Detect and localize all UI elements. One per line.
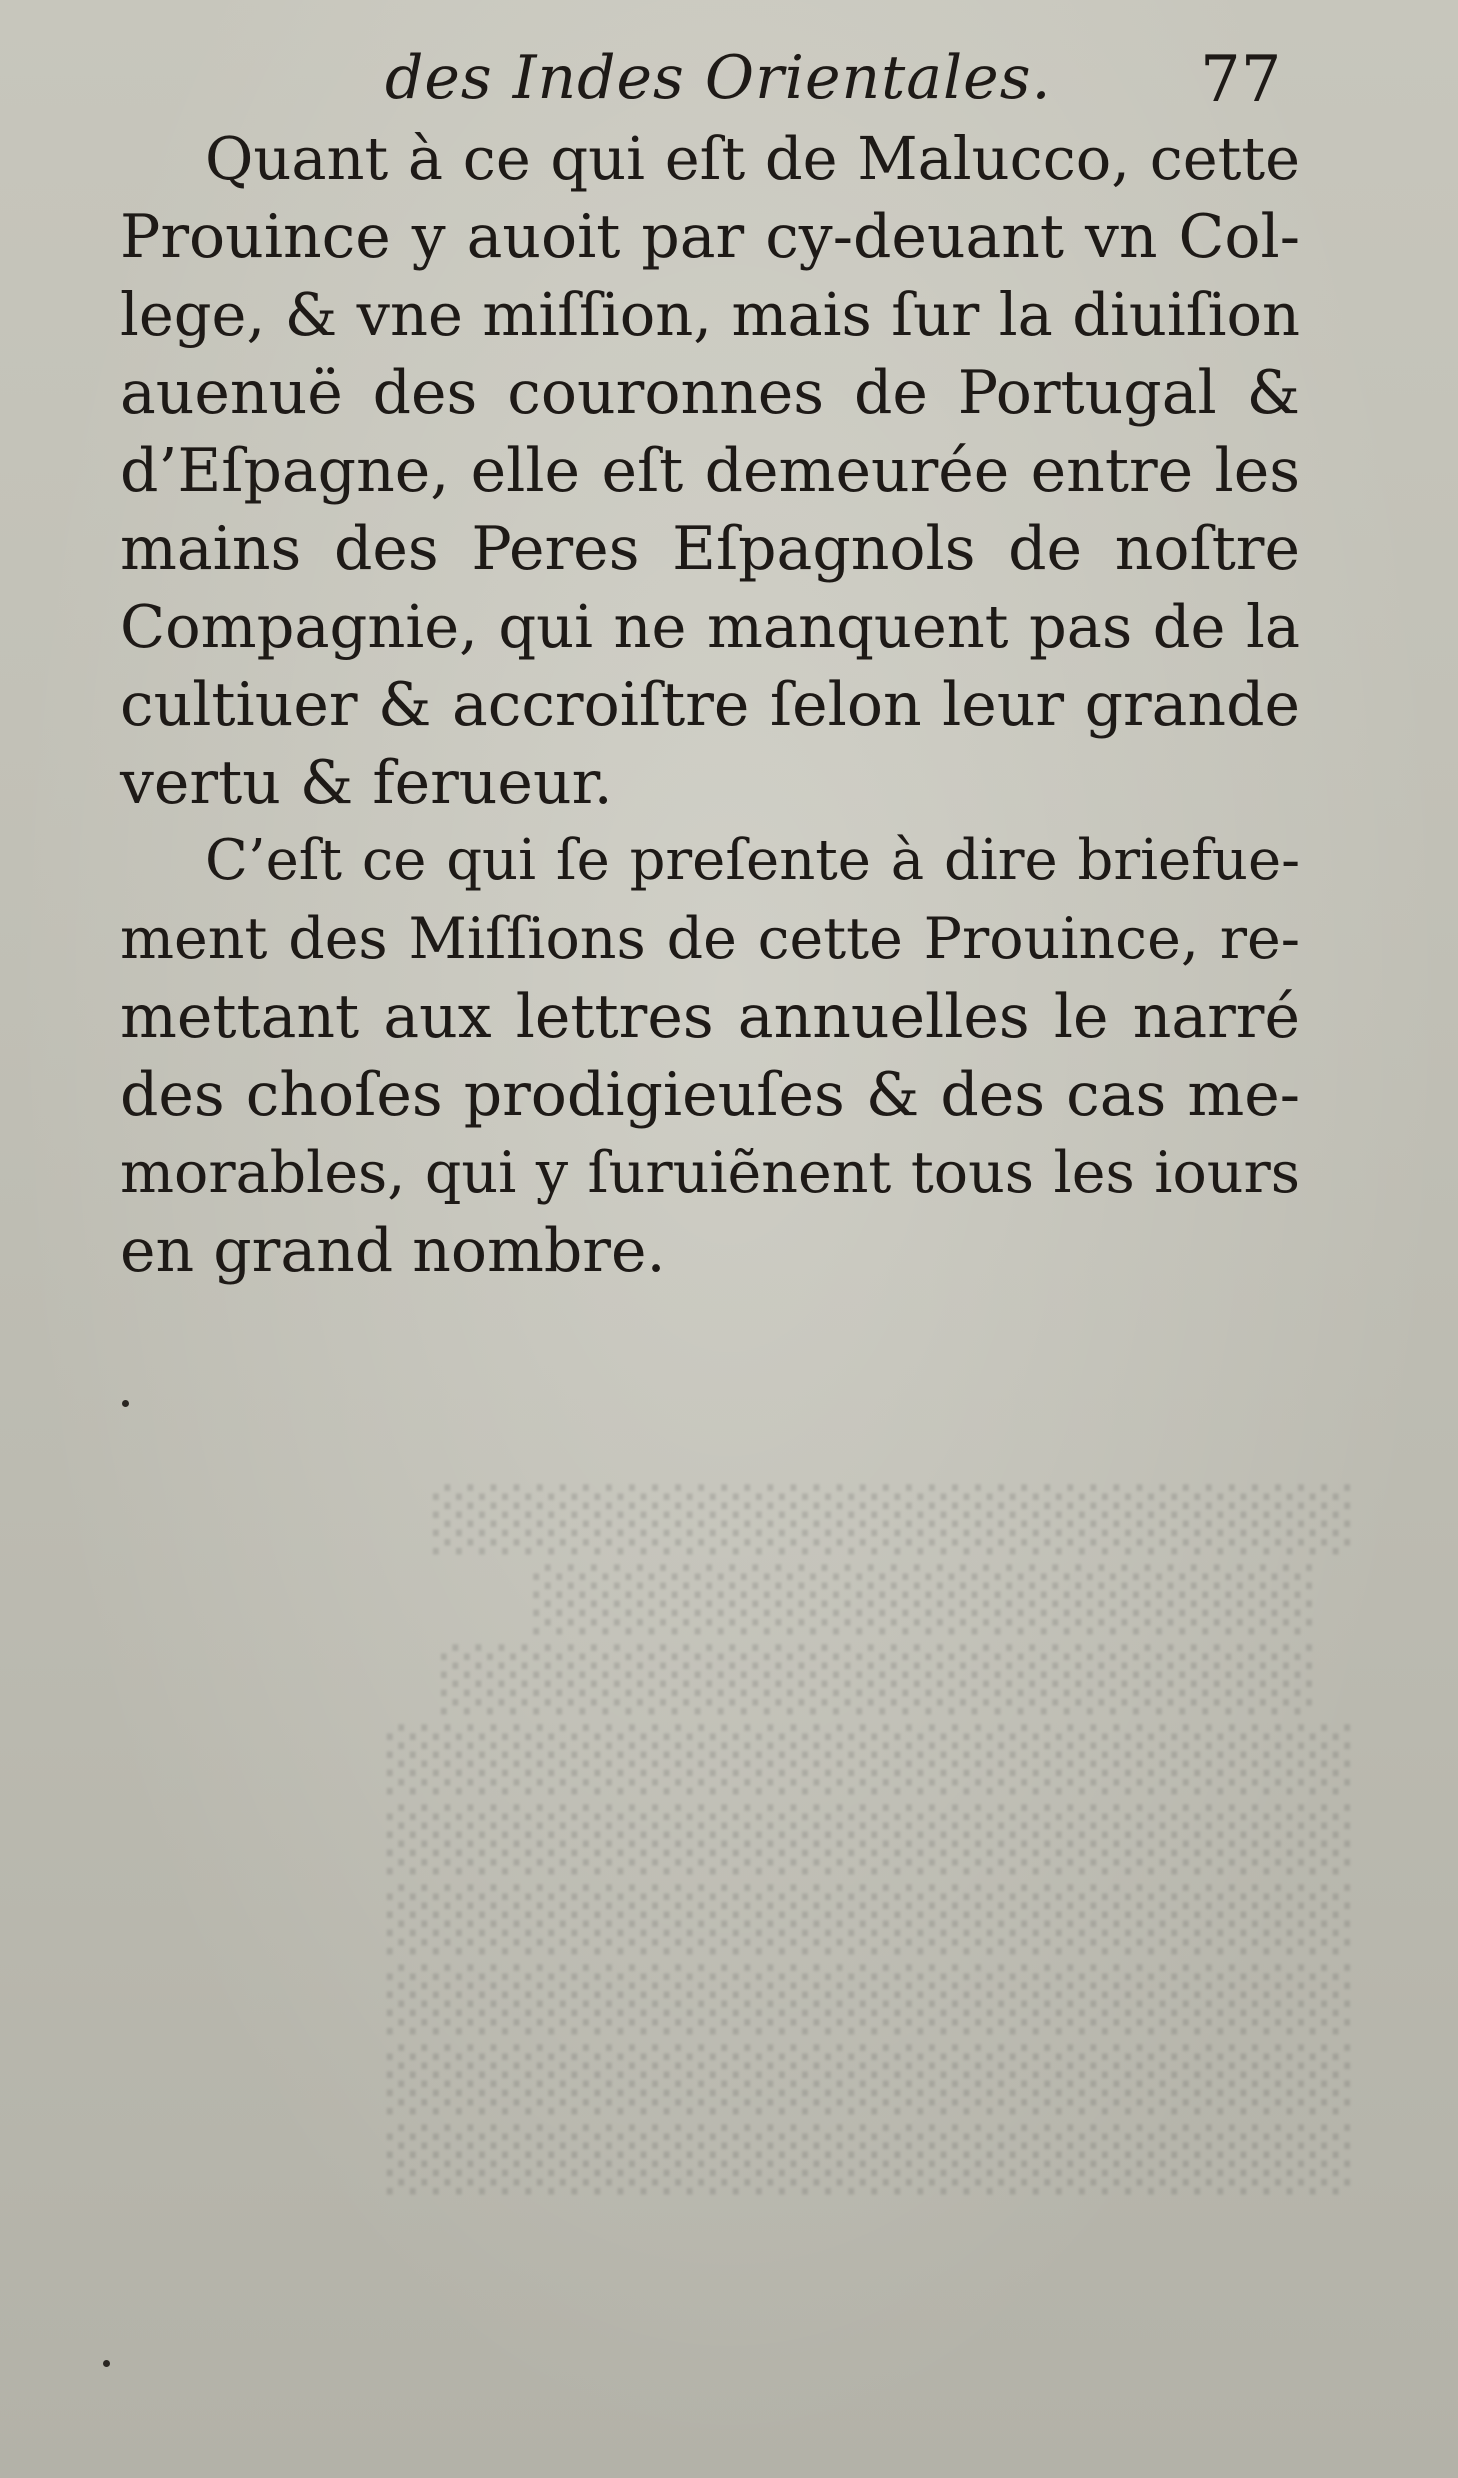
text-line: des choſes prodigieuſes & des cas me-	[120, 1060, 1300, 1130]
text-line: d’Eſpagne, elle eſt demeurée entre les	[120, 436, 1300, 506]
text-line: cultiuer & accroiſtre ſelon leur grande	[120, 670, 1300, 740]
text-line: ment des Miſſions de cette Prouince, re-	[120, 906, 1300, 972]
text-line: auenuë des couronnes de Portugal &	[120, 358, 1300, 428]
body-text	[120, 120, 1300, 1290]
text-line: mains des Peres Eſpagnols de noſtre	[120, 514, 1300, 584]
page-number: 77	[1200, 43, 1282, 117]
ink-speck	[122, 1400, 129, 1407]
ink-speck	[103, 2360, 110, 2367]
paragraph-malucco	[120, 120, 1300, 822]
show-through-from-reverse-page: ░░░░░░░░░░░░░░░░░░░░ ░░░░░░░░░░░░░░░░░ ░░░░░░░░░░░░░░░░░░░ ░░░░░░░░░░░░░░░░░░░░░ ░░░░░░░░░░░░░░░░░░░░░ ░░░░░░░░░░░░░░░░░░░░░ ░░░░░░░░░░░░░░░░░░░░░ ░░░░░░░░░░░░░░░░░░░░░ ░░░░░░░░░░░░░░░░░░░░░	[381, 1485, 1350, 2195]
text-line: Quant à ce qui eſt de Malucco, cette	[205, 124, 1300, 193]
text-line: mettant aux lettres annuelles le narré	[120, 982, 1300, 1052]
text-line: Compagnie, qui ne manquent pas de la	[120, 592, 1300, 661]
running-title: des Indes Orientales.	[385, 43, 1052, 113]
text-line: vertu & ferueur.	[120, 748, 613, 818]
text-line: lege, & vne miſſion, mais ſur la diuiſion	[120, 280, 1300, 349]
text-line: morables, qui y ſuruiẽnent tous les iours	[120, 1140, 1300, 1206]
paragraph-missions	[120, 822, 1300, 1290]
text-line: C’eſt ce qui ſe preſente à dire briefue-	[205, 828, 1300, 893]
running-header	[0, 38, 1458, 118]
text-line: en grand nombre.	[120, 1216, 666, 1286]
text-line: Prouince y auoit par cy-deuant vn Col-	[120, 202, 1300, 272]
